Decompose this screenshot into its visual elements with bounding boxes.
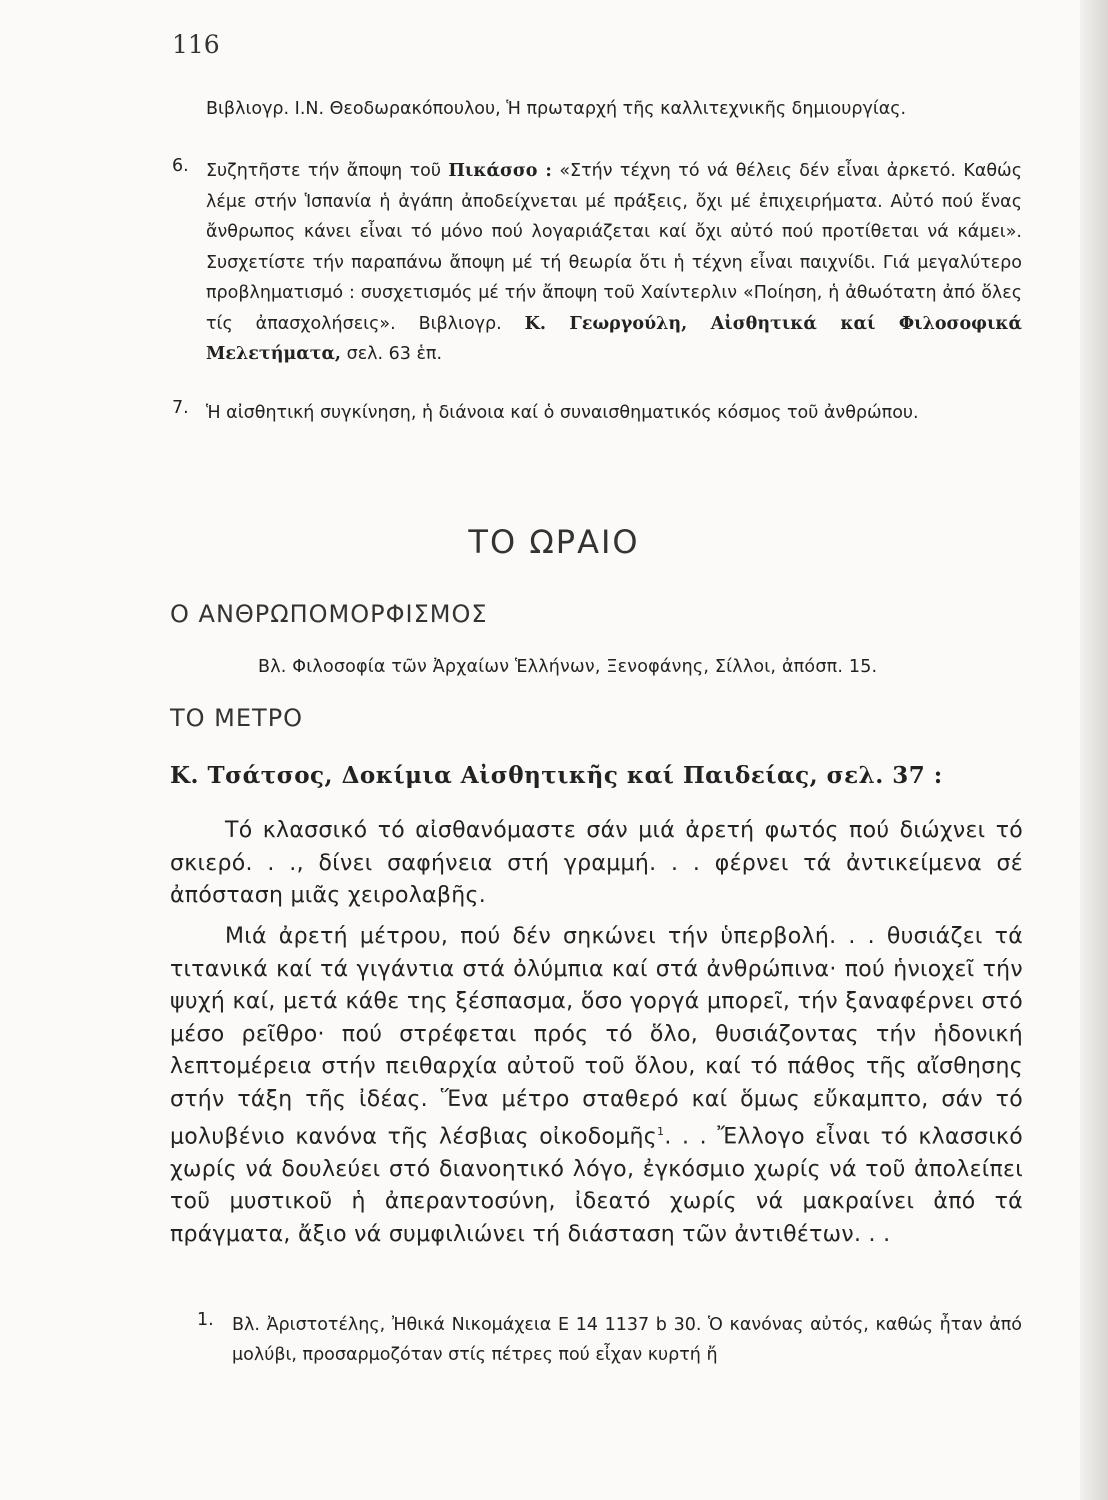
quote-paragraph-2-part-2: . . . Ἔλλογο εἶναι τό κλασσικό χωρίς νά δουλεύει στό διανοητικό λόγο, ἐγκόσμιο χωρίς νά τοῦ ἀπολείπει τοῦ μυστικοῦ ἡ ἀπεραντοσύνη, ἰδεατό χωρίς νά μακραίνει ἀπό τά πράγματα, ἄξιο νά συμφιλιώνει τή διάσταση τῶν ἀντιθέτων. . . (170, 1124, 1024, 1247)
bibliography-line: Βιβλιογρ. Ι.Ν. Θεοδωρακόπουλου, Ἡ πρωταρχή τῆς καλλιτεχνικῆς δημιουργίας. (206, 99, 907, 119)
section-heading-anthropomorphism: Ο ΑΝΘΡΩΠΟΜΟΡΦΙΣΜΟΣ (170, 600, 488, 628)
item-6-reference-pages: σελ. 63 ἑπ. (346, 344, 443, 364)
item-6-text (206, 156, 1022, 370)
page-title: ΤΟ ΩΡΑΙΟ (468, 523, 640, 561)
item-number-7: 7. (172, 398, 189, 418)
item-7-text: Ἡ αἰσθητική συγκίνηση, ἡ διάνοια καί ὁ συναισθηματικός κόσμος τοῦ ἀνθρώπου. (206, 403, 919, 423)
quote-paragraph-1: Τό κλασσικό τό αἰσθανόμαστε σάν μιά ἀρετή φωτός πού διώχνει τό σκιερό. . ., δίνει σαφήνεια στή γραμμή. . . φέρνει τά ἀντικείμενα σέ ἀπόσταση μιᾶς χειρολαβῆς. (170, 818, 1023, 908)
item-number-6: 6. (172, 156, 189, 176)
item-6-body: «Στήν τέχνη τό νά θέλεις δέν εἶναι ἀρκετό. Καθώς λέμε στήν Ἱσπανία ἡ ἀγάπη ἀποδείχνεται μέ πράξεις, ὄχι μέ ἐπιχειρήματα. Αὐτό πού ἕνας ἄνθρωπος κάνει εἶναι τό μόνο πού λογαριάζεται καί ὄχι αὐτό πού προτίθεται νά κάμει». Συσχετίστε τήν παραπάνω ἄποψη μέ τή θεωρία ὅτι ἡ τέχνη εἶναι παιχνίδι. Γιά μεγαλύτερο προβληματισμό : συσχετισμός μέ τήν ἄποψη τοῦ Χαίντερλιν «Ποίηση, ἡ ἀθωότατη ἀπό ὅλες τίς ἀπασχολήσεις». Βιβλιογρ. (206, 161, 1022, 334)
footnote-number: 1. (197, 1310, 214, 1330)
section-heading-measure: ΤΟ ΜΕΤΡΟ (170, 704, 304, 732)
page-edge-shadow (1080, 0, 1108, 1500)
item-6-reference: Κ. Γεωργούλη, Αἰσθητικά καί Φιλοσοφικά Μελετήματα, (206, 313, 1023, 364)
section-1-reference: Βλ. Φιλοσοφία τῶν Ἀρχαίων Ἑλλήνων, Ξενοφάνης, Σίλλοι, ἀπόσπ. 15. (258, 657, 878, 677)
footnote-marker: 1 (657, 1125, 665, 1138)
item-6-lead: Συζητῆστε τήν ἄποψη τοῦ (206, 161, 441, 181)
quote-paragraph-2 (170, 921, 1023, 1251)
section-2-reference: Κ. Τσάτσος, Δοκίμια Αἰσθητικῆς καί Παιδείας, σελ. 37 : (170, 762, 943, 789)
footnote-text: Βλ. Ἀριστοτέλης, Ἠθικά Νικομάχεια Ε 14 1137 b 30. Ὁ κανόνας αὐτός, καθώς ἦταν ἀπό μολύβι, προσαρμοζόταν στίς πέτρες πού εἶχαν κυρτή ἤ (232, 1315, 1022, 1365)
item-6-author: Πικάσσο : (448, 161, 552, 181)
page-number: 116 (172, 30, 220, 59)
quote-paragraph-2-part-1: Μιά ἀρετή μέτρου, πού δέν σηκώνει τήν ὑπερβολή. . . θυσιάζει τά τιτανικά καί τά γιγάντια στά ὀλύμπια καί στά ἀνθρώπινα· πού ἡνιοχεῖ τήν ψυχή καί, μετά κάθε της ξέσπασμα, ὅσο γοργά μπορεῖ, τήν ξαναφέρνει στό μέσο ρεῖθρο· πού στρέφεται πρός τό ὅλο, θυσιάζοντας τήν ἡδονική λεπτομέρεια στήν πειθαρχία αὐτοῦ τοῦ ὅλου, καί τό πάθος τῆς αἴσθησης στήν τάξη τῆς ἰδέας. Ἕνα μέτρο σταθερό καί ὅμως εὔκαμπτο, σάν τό μολυβένιο κανόνα τῆς λέσβιας οἰκοδομῆς (170, 924, 1023, 1150)
